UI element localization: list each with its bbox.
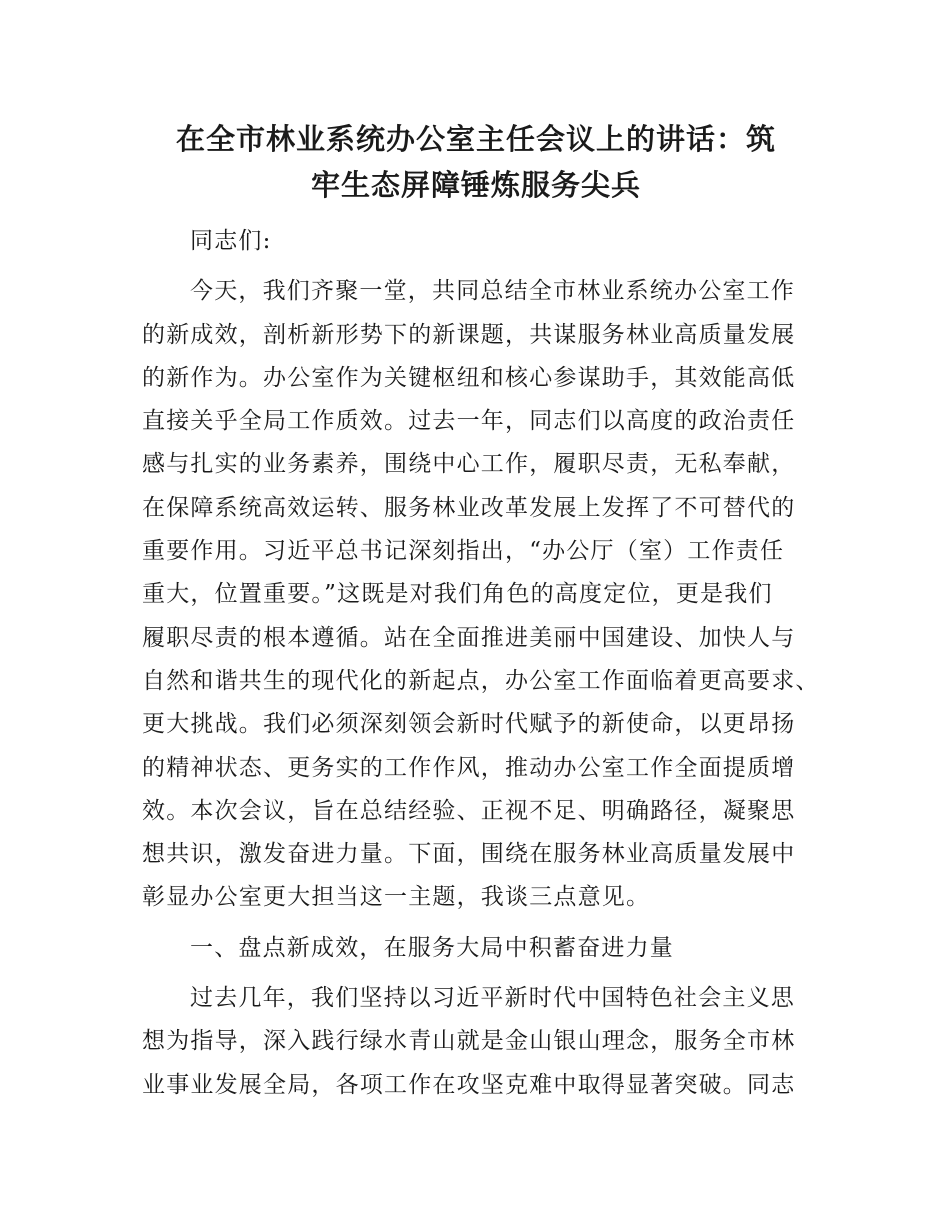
paragraph-line: 今天，我们齐聚一堂，共同总结全市林业系统办公室工作 (190, 278, 795, 305)
document-title (140, 116, 812, 208)
paragraph-line: 想共识，激发奋进力量。下面，围绕在服务林业高质量发展中 (142, 841, 796, 868)
document-body (142, 220, 832, 1107)
paragraph-line: 业事业发展全局，各项工作在攻坚克难中取得显著突破。同志 (142, 1071, 796, 1098)
paragraph-line: 彰显办公室更大担当这一主题，我谈三点意见。 (142, 884, 651, 911)
title-line: 牢生态屏障锤炼服务尖兵 (310, 168, 641, 202)
paragraph-line: 更大挑战。我们必须深刻领会新时代赋予的新使命，以更昂扬 (142, 711, 796, 738)
paragraph-line: 的新作为。办公室作为关键枢纽和核心参谋助手，其效能高低 (142, 364, 796, 391)
paragraph-line: 重要作用。习近平总书记深刻指出，“办公厅（室）工作责任 (142, 538, 785, 565)
paragraph-line: 重大，位置重要。”这既是对我们角色的高度定位，更是我们 (142, 581, 773, 608)
paragraph-line: 在保障系统高效运转、服务林业改革发展上发挥了不可替代的 (142, 494, 796, 521)
paragraph-line: 的精神状态、更务实的工作作风，推动办公室工作全面提质增 (142, 754, 796, 781)
paragraph-line: 感与扎实的业务素养，围绕中心工作，履职尽责，无私奉献， (142, 451, 796, 478)
section-heading: 一、盘点新成效，在服务大局中积蓄奋进力量 (190, 934, 674, 961)
paragraph-line: 想为指导，深入践行绿水青山就是金山银山理念，服务全市林 (142, 1028, 796, 1055)
paragraph-1 (142, 270, 832, 919)
paragraph-line: 的新成效，剖析新形势下的新课题，共谋服务林业高质量发展 (142, 321, 796, 348)
paragraph-line: 履职尽责的根本遵循。站在全面推进美丽中国建设、加快人与 (142, 624, 796, 651)
paragraph-line: 自然和谐共生的现代化的新起点，办公室工作面临着更高要求、 (142, 667, 820, 694)
title-line: 在全市林业系统办公室主任会议上的讲话：筑 (175, 122, 776, 156)
paragraph-line: 效。本次会议，旨在总结经验、正视不足、明确路径，凝聚思 (142, 797, 796, 824)
paragraph-line: 直接关乎全局工作质效。过去一年，同志们以高度的政治责任 (142, 408, 796, 435)
salutation: 同志们: (190, 228, 272, 254)
paragraph-2 (142, 977, 832, 1107)
paragraph-line: 过去几年，我们坚持以习近平新时代中国特色社会主义思 (190, 985, 795, 1012)
